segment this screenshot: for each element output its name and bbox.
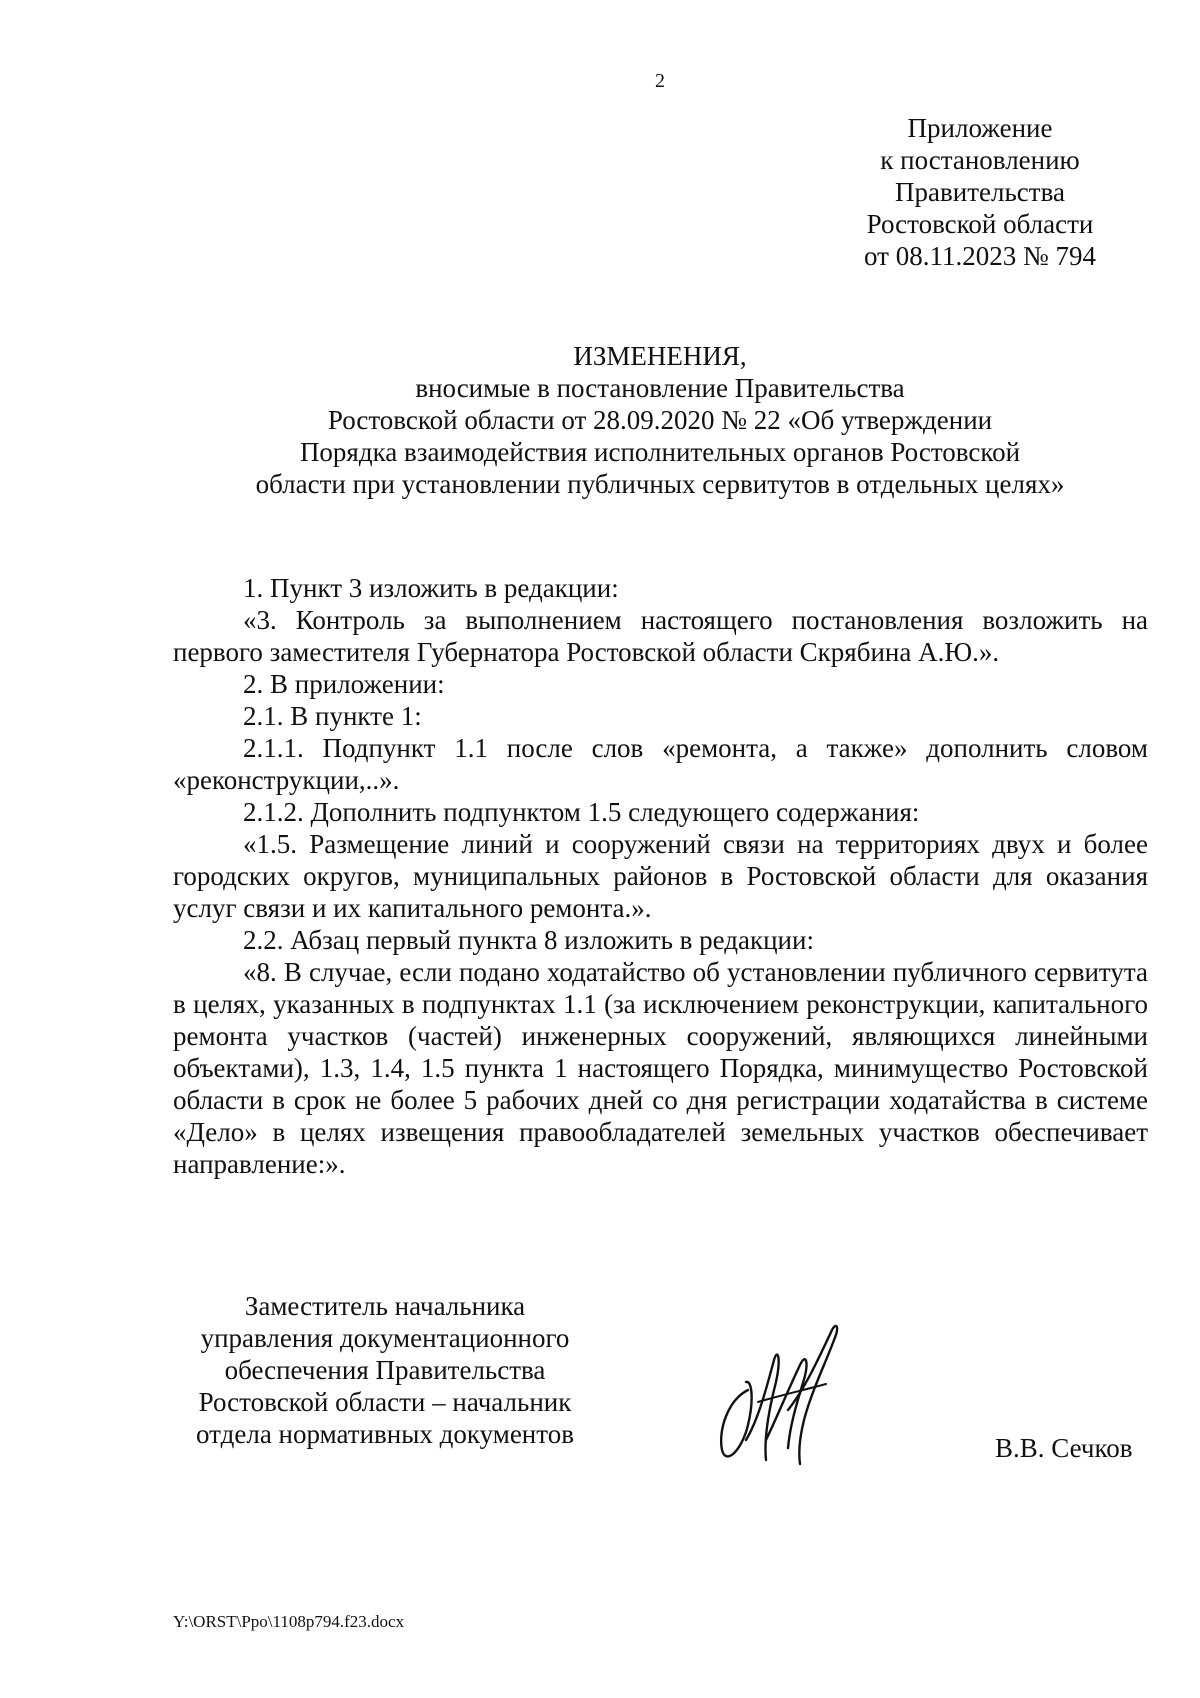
position-line: управления документационного: [200, 1323, 570, 1353]
position-line: отдела нормативных документов: [196, 1419, 574, 1449]
position-line: Ростовской области – начальник: [198, 1387, 572, 1417]
title-heading: ИЗМЕНЕНИЯ,: [573, 341, 747, 371]
signer-name: В.В. Сечков: [995, 1433, 1133, 1463]
appendix-line: Приложение: [907, 113, 1053, 143]
appendix-line: к постановлению: [880, 145, 1080, 175]
appendix-line: Правительства: [895, 177, 1065, 207]
handwritten-signature: [708, 1320, 848, 1470]
position-line: Заместитель начальника: [244, 1291, 526, 1321]
document-body: [173, 572, 1148, 1180]
paragraph: 2.2. Абзац первый пункта 8 изложить в редакции:: [243, 925, 814, 955]
position-line: обеспечения Правительства: [224, 1355, 546, 1385]
paragraph: «8. В случае, если подано ходатайство об установлении публичного сервитута в целях, указанных в подпунктах 1.1 (за исключением реконструкции, капитального ремонта участков (частей) инженерных сооружений, являющихся линейными объектами), 1.3, 1.4, 1.5 пункта 1 настоящего Порядка, минимущество Ростовской области в срок не более 5 рабочих дней со дня регистрации ходатайства в системе «Дело» в целях извещения правообладателей земельных участков обеспечивает направление:».: [173, 957, 1148, 1179]
paragraph: 2.1.1. Подпункт 1.1 после слов «ремонта, а также» дополнить словом «реконструкции,..».: [173, 733, 1148, 795]
title-subtitle-line: Ростовской области от 28.09.2020 № 22 «Об утверждении: [327, 405, 993, 435]
paragraph: «3. Контроль за выполнением настоящего постановления возложить на первого заместителя Губернатора Ростовской области Скрябина А.Ю.».: [173, 605, 1148, 667]
paragraph: 2.1.2. Дополнить подпунктом 1.5 следующего содержания:: [243, 797, 920, 827]
appendix-line: от 08.11.2023 № 794: [864, 241, 1096, 271]
paragraph: 2. В приложении:: [243, 669, 445, 699]
title-subtitle-line: вносимые в постановление Правительства: [415, 373, 905, 403]
page-number: 2: [655, 70, 665, 92]
appendix-header: [855, 112, 1105, 272]
title-subtitle-line: области при установлении публичных сервитутов в отдельных целях»: [255, 469, 1065, 499]
document-title: [165, 340, 1155, 500]
file-path: Y:\ORST\Ppo\1108p794.f23.docx: [173, 1612, 405, 1631]
paragraph: 2.1. В пункте 1:: [243, 701, 422, 731]
paragraph: «1.5. Размещение линий и сооружений связи на территориях двух и более городских округов, муниципальных районов в Ростовской области для оказания услуг связи и их капитального ремонта.».: [173, 829, 1148, 923]
signatory-position: [170, 1290, 600, 1450]
appendix-line: Ростовской области: [866, 209, 1094, 239]
paragraph: 1. Пункт 3 изложить в редакции:: [243, 573, 619, 603]
title-subtitle-line: Порядка взаимодействия исполнительных органов Ростовской: [299, 437, 1021, 467]
